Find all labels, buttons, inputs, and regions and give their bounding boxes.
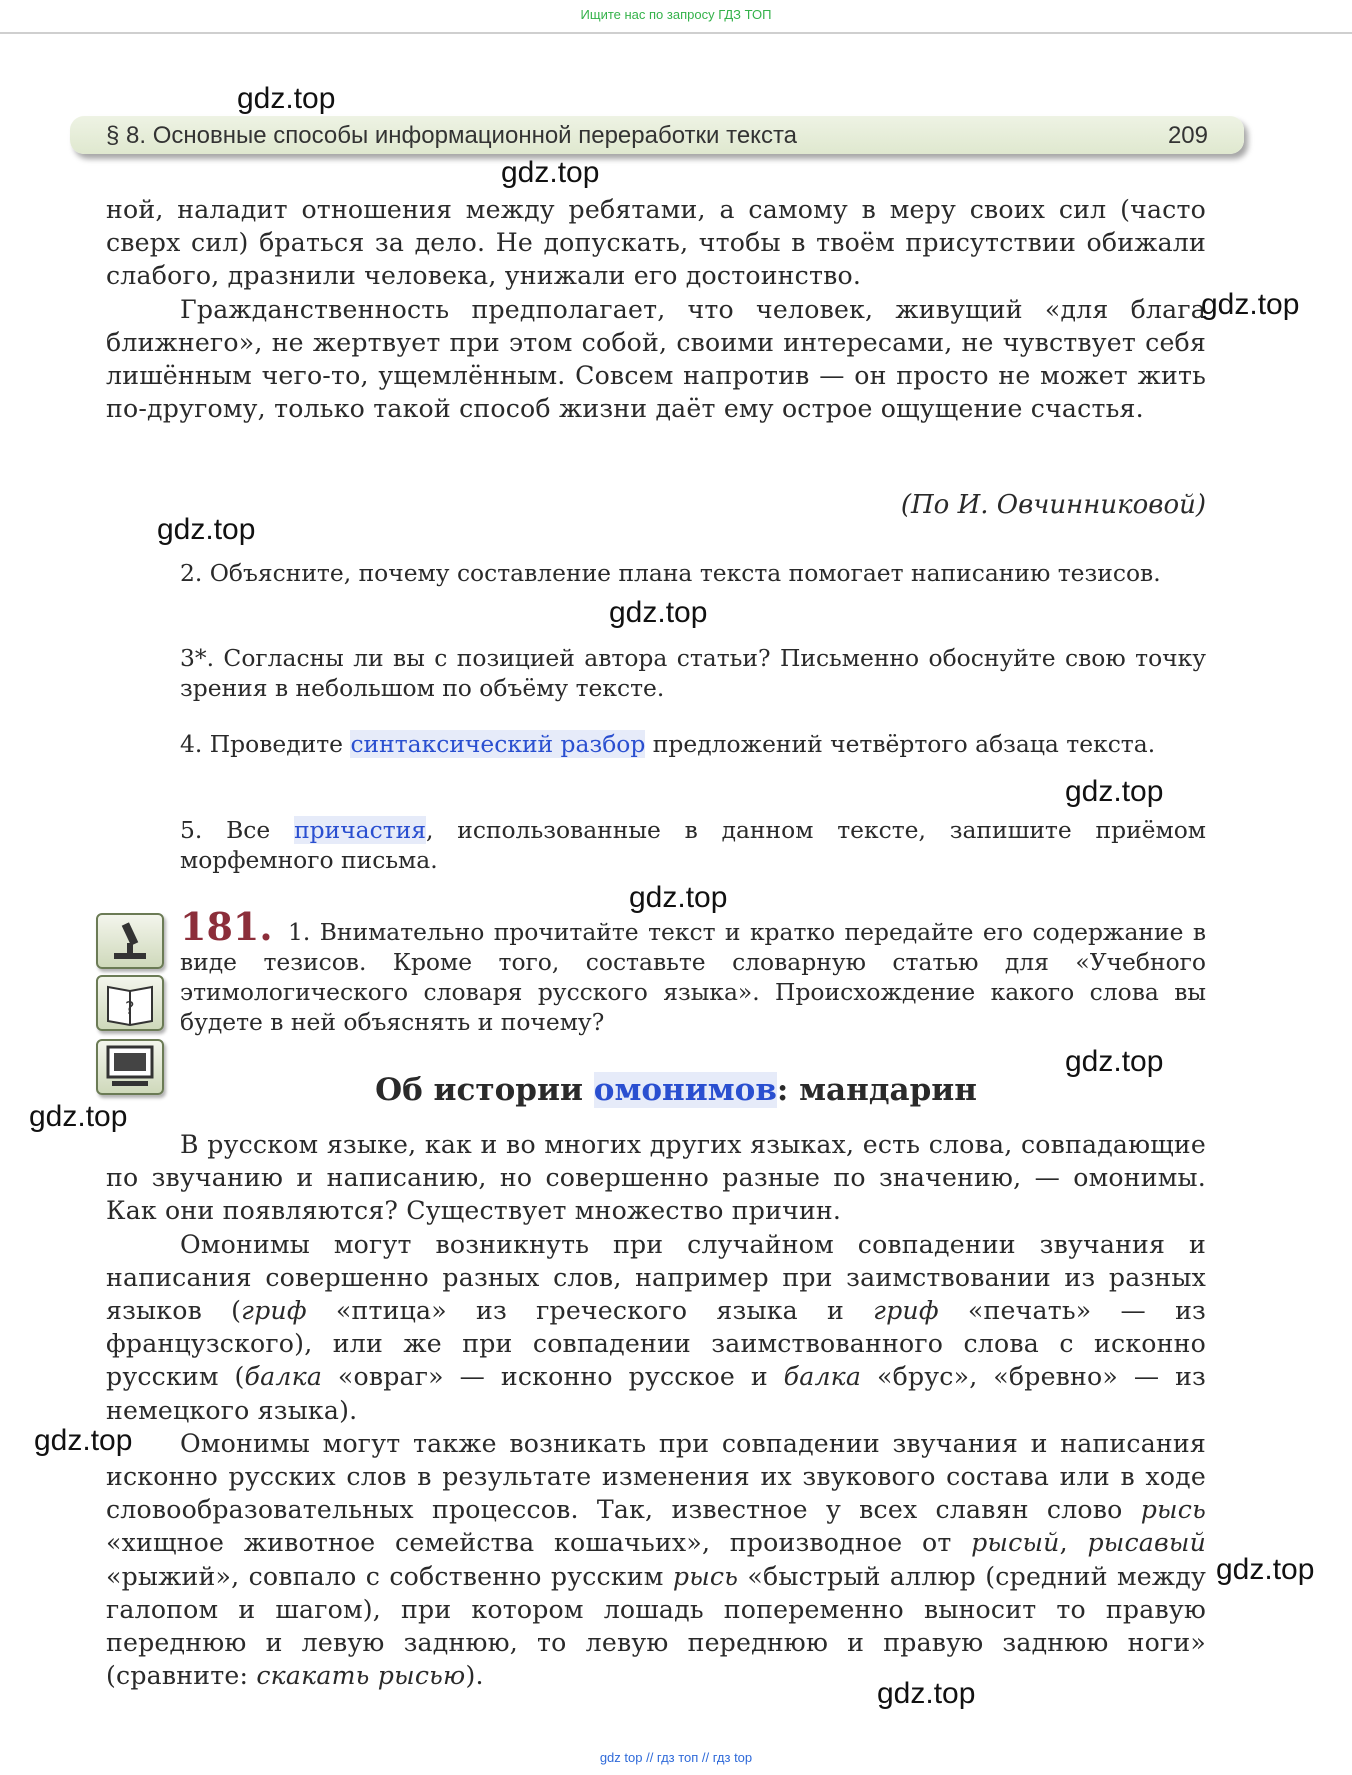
exercise-text: 1. Внимательно прочитайте текст и кратко передайте его содержание в виде тезисов. Кроме того, составьте словарную статью для «Учебного этимологического словаря русского языка». Происхождение какого слова вы будете в ней объяснять и почему? — [180, 918, 1206, 1036]
paragraph: В русском языке, как и во многих других языках, есть слова, совпадающие по звучанию и написанию, но совершенно разные по значению, — омонимы. Как они появляются? Существует множество причин. — [106, 1130, 1206, 1226]
italic-term: балка — [783, 1362, 862, 1392]
paragraph — [106, 1228, 1206, 1427]
text-run: «брус», «бревно» — из немецкого языка). — [106, 1362, 1206, 1425]
microscope-icon — [96, 913, 164, 969]
watermark: gdz.top — [1065, 775, 1164, 808]
watermark: gdz.top — [1201, 288, 1300, 321]
italic-term: балка — [244, 1362, 323, 1392]
svg-text:?: ? — [125, 998, 135, 1019]
exercise-181 — [180, 904, 1206, 1037]
task-4-text: 4. Проведите — [180, 730, 351, 758]
task-5-text-end: , использованные в данном тексте, запишите приёмом морфемного письма. — [180, 816, 1206, 874]
task-5 — [180, 815, 1206, 875]
section-title-text: Об истории — [375, 1072, 594, 1108]
watermark: gdz.top — [1065, 1045, 1164, 1078]
section-title — [0, 1072, 1352, 1108]
italic-term: рысый — [971, 1528, 1060, 1558]
task-3: 3*. Согласны ли вы с позицией автора статьи? Письменно обоснуйте свою точку зрения в небольшом по объёму тексте. — [180, 644, 1206, 702]
top-banner: Ищите нас по запросу ГДЗ ТОП — [0, 0, 1352, 34]
watermark: gdz.top — [629, 881, 728, 914]
paragraph: Гражданственность предполагает, что человек, живущий «для блага ближнего», не жертвует при этом собой, своими интересами, не чувствует себя лишённым чего-то, ущемлённым. Совсем напротив — он просто не может жить по-другому, только такой способ жизни даёт ему острое ощущение счастья. — [106, 294, 1206, 424]
italic-term: скакать рысью — [256, 1661, 466, 1691]
text-run: «печать» — из французского), или же при совпадении заимствованного слова с исконно русским ( — [106, 1296, 1206, 1392]
participles-link[interactable]: причастия — [294, 816, 427, 844]
bottom-footer: gdz top // гдз топ // гдз top — [599, 1750, 753, 1765]
section-header-title: § 8. Основные способы информационной переработки текста — [106, 122, 798, 149]
text-run: «хищное животное семейства кошачьих», производное от — [106, 1528, 972, 1558]
task-4-text-end: предложений четвёртого абзаца текста. — [645, 730, 1156, 758]
italic-term: рысавый — [1087, 1528, 1206, 1558]
page-number: 209 — [1167, 122, 1208, 149]
page-header — [70, 116, 1244, 154]
homonyms-link[interactable]: омонимов — [593, 1072, 777, 1108]
task-2: 2. Объясните, почему составление плана текста помогает написанию тезисов. — [180, 559, 1161, 587]
text-run: «птица» из греческого языка и — [306, 1296, 874, 1326]
text-run: , — [1059, 1528, 1088, 1558]
passage-citizenship — [106, 193, 1206, 425]
watermark: gdz.top — [157, 513, 256, 546]
watermark: gdz.top — [29, 1100, 128, 1133]
attribution: (По И. Овчинниковой) — [900, 490, 1206, 520]
exercise-number: 181. — [180, 904, 273, 949]
task-5-text: 5. Все — [180, 816, 295, 844]
italic-term: гриф — [241, 1296, 307, 1326]
watermark: gdz.top — [34, 1424, 133, 1457]
task-4 — [180, 729, 1206, 759]
italic-term: гриф — [873, 1296, 939, 1326]
text-run: «овраг» — исконно русское и — [322, 1362, 784, 1392]
text-run: Омонимы могут также возникать при совпадении звучания и написания исконно русских слов в результате изменения их звукового состава или в ходе словообразовательных процессов. Так, известное у всех славян слово — [106, 1428, 1206, 1525]
watermark: gdz.top — [609, 596, 708, 629]
watermark: gdz.top — [237, 82, 336, 115]
text-run: «рыжий», совпало с собственно русским — [106, 1561, 673, 1591]
watermark: gdz.top — [877, 1677, 976, 1710]
syntax-analysis-link[interactable]: синтаксический разбор — [350, 730, 646, 758]
passage-homonyms — [106, 1128, 1206, 1692]
paragraph — [106, 1427, 1206, 1693]
section-title-text-end: : мандарин — [776, 1072, 977, 1108]
italic-term: рысь — [672, 1561, 739, 1591]
italic-term: рысь — [1140, 1495, 1206, 1525]
text-run: ). — [465, 1661, 484, 1691]
watermark: gdz.top — [501, 156, 600, 189]
text-run: «быстрый аллюр (средний между галопом и шагом), при котором лошадь попеременно выносит то правую переднюю и левую заднюю, то левую переднюю и правую заднюю ноги» (сравните: — [106, 1561, 1206, 1691]
dictionary-icon — [96, 975, 164, 1031]
paragraph: ной, наладит отношения между ребятами, а самому в меру своих сил (часто сверх сил) браться за дело. Не допускать, чтобы в твоём присутствии обижали слабого, дразнили человека, унижали его достоинство. — [106, 195, 1206, 291]
text-run: Омонимы могут возникнуть при случайном совпадении звучания и написания совершенно разных слов, например при заимствовании из разных языков ( — [106, 1229, 1206, 1326]
watermark: gdz.top — [1216, 1553, 1315, 1586]
